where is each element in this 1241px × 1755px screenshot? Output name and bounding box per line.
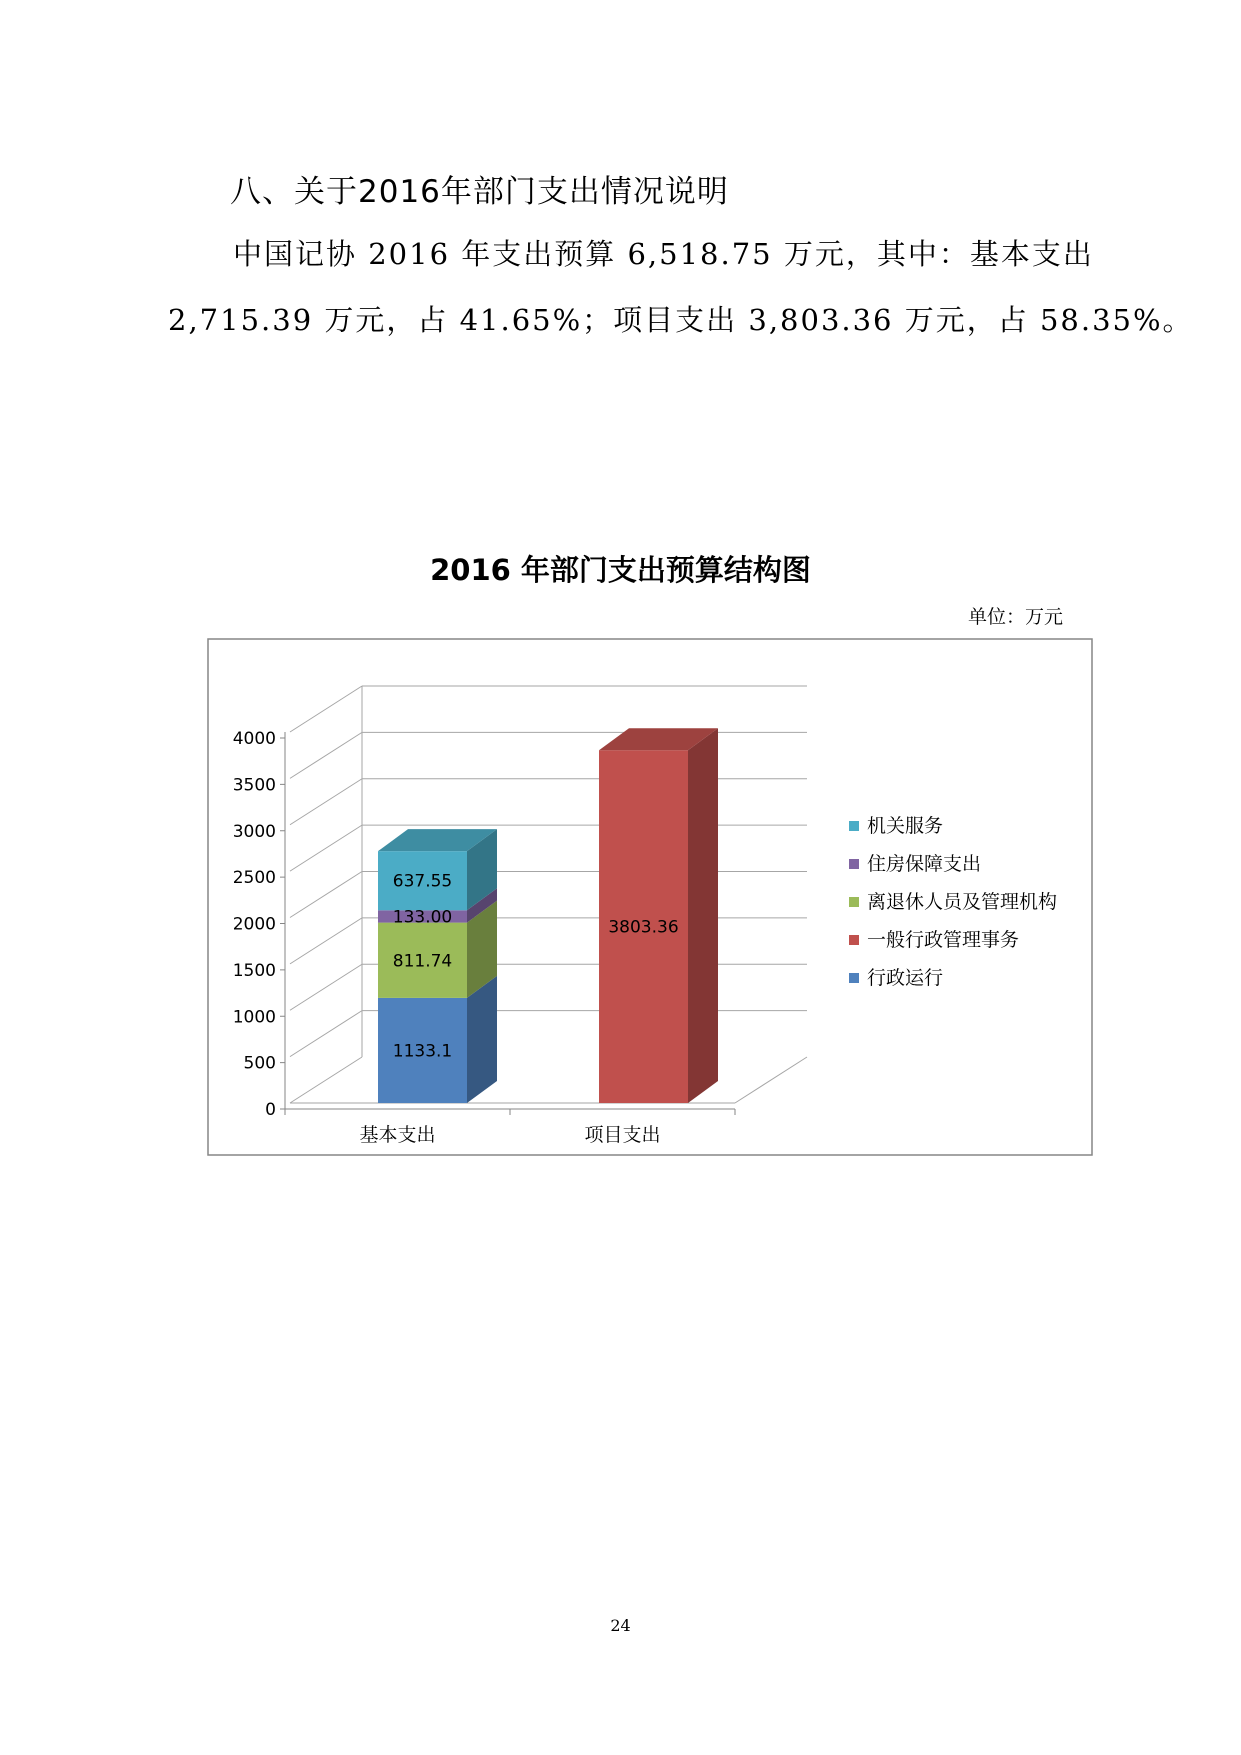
y-tick-label: 500 <box>243 1053 276 1074</box>
legend-swatch <box>849 973 859 983</box>
page-number: 24 <box>610 1616 631 1635</box>
y-tick-label: 0 <box>265 1100 276 1120</box>
legend-label: 机关服务 <box>867 815 944 837</box>
bar-data-label: 637.55 <box>392 871 453 892</box>
legend-swatch <box>849 859 859 869</box>
y-tick-label: 4000 <box>232 729 276 749</box>
x-category-label: 基本支出 <box>359 1124 436 1146</box>
section-heading: 八、关于2016年部门支出情况说明 <box>230 174 729 210</box>
legend-label: 住房保障支出 <box>867 853 982 875</box>
paragraph-line-2: 2,715.39 万元，占 41.65%；项目支出 3,803.36 万元，占 58.35%。 <box>168 303 1194 337</box>
bar-data-label: 811.74 <box>392 951 453 972</box>
bar-data-label: 3803.36 <box>608 917 679 938</box>
y-tick-label: 2000 <box>232 914 276 935</box>
x-category-label: 项目支出 <box>584 1124 661 1146</box>
bar-data-label: 133.00 <box>392 907 453 928</box>
paragraph-line-1: 中国记协 2016 年支出预算 6,518.75 万元，其中：基本支出 <box>233 237 1094 271</box>
legend-swatch <box>849 897 859 907</box>
y-tick-label: 1000 <box>232 1007 276 1028</box>
legend-label: 行政运行 <box>867 967 944 989</box>
y-tick-label: 2500 <box>232 868 276 889</box>
y-tick-label: 3000 <box>232 821 276 842</box>
bar-data-label: 1133.1 <box>392 1041 453 1062</box>
y-tick-label: 1500 <box>232 960 276 981</box>
bar-segment-side <box>467 976 497 1103</box>
legend-label: 一般行政管理事务 <box>867 929 1020 951</box>
legend-swatch <box>849 935 859 945</box>
legend-swatch <box>849 821 859 831</box>
bar-segment-side <box>688 728 718 1103</box>
y-tick-label: 3500 <box>232 775 276 796</box>
chart-unit-label: 单位：万元 <box>967 606 1063 628</box>
legend-label: 离退休人员及管理机构 <box>867 891 1058 913</box>
stacked-bar-chart <box>207 638 1094 1157</box>
chart-title: 2016 年部门支出预算结构图 <box>430 553 811 587</box>
